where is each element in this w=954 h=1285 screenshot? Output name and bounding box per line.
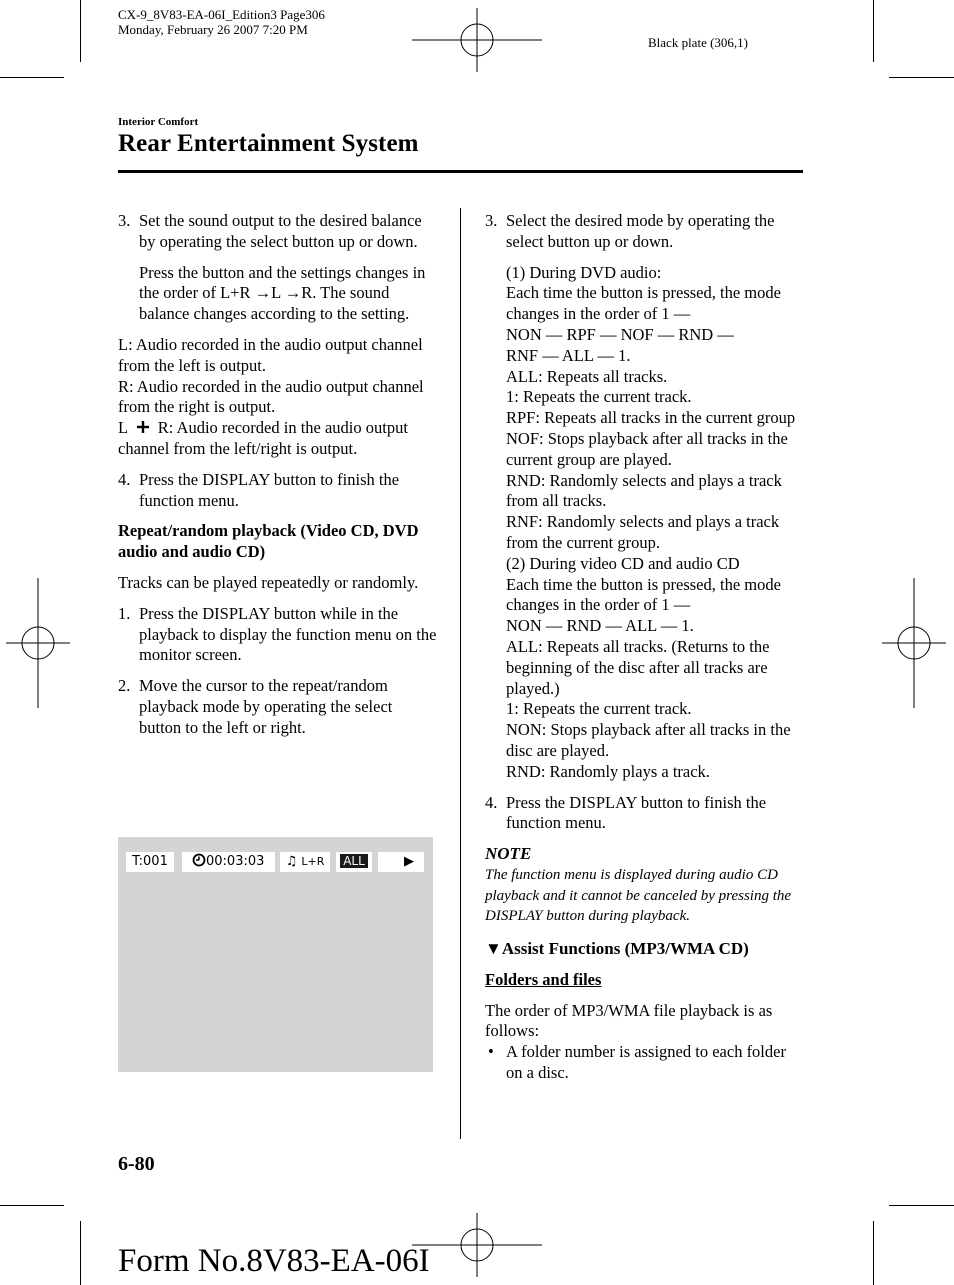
step-text: Press the DISPLAY button while in the playback to display the function menu on the monitor screen. <box>139 603 437 665</box>
mode-line: ALL: Repeats all tracks. (Returns to the beginning of the disc after all tracks are played.) <box>506 636 770 698</box>
mode-line: NON: Stops playback after all tracks in the disc are played. <box>506 720 791 760</box>
mode-line: (1) During DVD audio: <box>506 262 662 282</box>
note-text: The function menu is displayed during audio CD playback and it cannot be canceled by pressing the DISPLAY button during playback. <box>485 866 792 925</box>
repeat-random-heading: Repeat/random playback (Video CD, DVD audio and audio CD) <box>118 521 419 562</box>
step-4-finish <box>118 470 438 512</box>
subhead-text: Assist Functions (MP3/WMA CD) <box>501 939 749 959</box>
mode-line: (2) During video CD and audio CD <box>506 553 740 573</box>
definition-lr <box>118 418 438 460</box>
step-text: Select the desired mode by operating the select button up or down. <box>506 211 775 251</box>
step-number: 1. <box>118 603 131 623</box>
registration-mark-right <box>882 578 946 708</box>
audio-indicator <box>280 852 330 872</box>
mode-line: NON ― RPF ― NOF ― RND ― <box>506 324 734 344</box>
mode-line: Each time the button is pressed, the mode changes in the order of 1 ― <box>506 283 781 324</box>
mode-line: Each time the button is pressed, the mode changes in the order of 1 ― <box>506 574 781 615</box>
music-note-icon: ♫ <box>285 854 298 869</box>
definition-r: R: Audio recorded in the audio output channel from the right is output. <box>118 376 424 417</box>
step-3-detail: Press the button and the settings changes in the order of L+R →L →R. The sound balance changes according to the setting. <box>139 262 426 324</box>
print-info-line1: CX-9_8V83-EA-06I_Edition3 Page306 <box>118 7 325 22</box>
step-3-balance <box>118 211 438 253</box>
print-info-line2: Monday, February 26 2007 7:20 PM <box>118 22 308 37</box>
step-3-select-mode <box>485 211 805 253</box>
page-number: 6-80 <box>118 1153 155 1175</box>
step-text: Move the cursor to the repeat/random playback mode by operating the select button to the left or right. <box>139 676 393 737</box>
form-number: Form No.8V83-EA-06I <box>118 1243 430 1279</box>
repeat-mode-badge: ALL <box>340 854 368 868</box>
step-number: 2. <box>118 676 131 696</box>
mode-line: NON ― RND ― ALL ― 1. <box>506 616 694 636</box>
registration-mark-bottom <box>412 1213 542 1277</box>
video-cd-modes <box>485 554 805 783</box>
left-column <box>118 211 438 739</box>
folders-files-heading: Folders and files <box>485 969 602 989</box>
mode-line: RNF ― ALL ― 1. <box>506 345 631 365</box>
mode-line: ALL: Repeats all tracks. <box>506 366 668 386</box>
right-column <box>485 211 805 1084</box>
step-text: Press the DISPLAY button to finish the function menu. <box>139 469 400 510</box>
print-info <box>118 7 325 37</box>
audio-balance: L+R <box>301 855 325 868</box>
dvd-audio-modes <box>485 263 805 554</box>
step-number: 4. <box>485 792 498 812</box>
time-indicator <box>182 852 275 872</box>
plate-info: Black plate (306,1) <box>648 35 748 50</box>
note-heading: NOTE <box>485 844 532 864</box>
bullet-icon: • <box>488 1042 494 1062</box>
monitor-screen-illustration <box>118 837 433 1072</box>
track-indicator: T:001 <box>126 852 174 872</box>
mode-line: RND: Randomly selects and plays a track from all tracks. <box>506 470 782 511</box>
mode-line: RPF: Repeats all tracks in the current group <box>506 408 796 428</box>
step-2-cursor <box>118 676 438 738</box>
bullet-item <box>485 1042 805 1084</box>
step-number: 3. <box>118 211 131 230</box>
mode-line: 1: Repeats the current track. <box>506 387 692 407</box>
clock-icon <box>192 853 206 867</box>
mode-indicator <box>336 852 372 872</box>
mode-line: RND: Randomly plays a track. <box>506 761 710 781</box>
mode-line: 1: Repeats the current track. <box>506 699 692 719</box>
registration-mark-left <box>6 578 70 708</box>
step-text: Press the DISPLAY button to finish the function menu. <box>506 792 767 833</box>
section-label: Interior Comfort <box>118 116 199 128</box>
page-title: Rear Entertainment System <box>118 130 419 157</box>
triangle-down-icon: ▼ <box>485 939 502 959</box>
definition-lr-text: R: Audio recorded in the audio output channel from the left/right is output. <box>118 418 408 458</box>
definition-lr-prefix: L <box>118 418 128 438</box>
title-rule <box>118 170 803 173</box>
step-4-finish-right <box>485 793 805 835</box>
registration-mark-top <box>412 8 542 72</box>
play-icon: ▶ <box>378 852 424 872</box>
step-number: 4. <box>118 469 131 489</box>
playback-order-intro: The order of MP3/WMA file playback is as follows: <box>485 1000 773 1041</box>
assist-functions-heading <box>485 939 805 960</box>
elapsed-time: 00:03:03 <box>206 854 265 869</box>
definition-l: L: Audio recorded in the audio output channel from the left is output. <box>118 334 423 375</box>
step-1-display <box>118 604 438 666</box>
bullet-text: A folder number is assigned to each folder on a disc. <box>506 1042 786 1082</box>
step-number: 3. <box>485 211 498 230</box>
plus-arrow-icon <box>132 420 154 434</box>
mode-line: NOF: Stops playback after all tracks in the current group are played. <box>506 428 788 469</box>
mode-line: RNF: Randomly selects and plays a track from the current group. <box>506 512 780 552</box>
column-divider <box>460 208 461 1139</box>
repeat-random-intro: Tracks can be played repeatedly or randomly. <box>118 572 419 592</box>
step-text: Set the sound output to the desired balance by operating the select button up or down. <box>139 211 422 251</box>
